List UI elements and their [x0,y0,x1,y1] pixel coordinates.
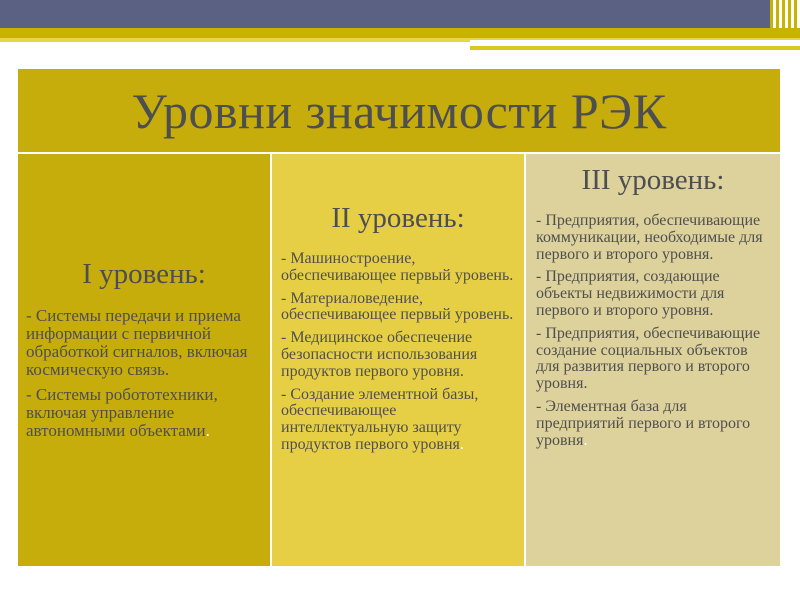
trailing-mark: . [459,435,464,453]
level-3-item: - Предприятия, обеспечивающие коммуникации, необходимые для первого и второго уровня. [536,212,763,263]
level-3-column [526,154,780,566]
level-2-item: - Материаловедение, обеспечивающее первый уровень. [281,289,514,324]
level-3-item: - Предприятия, создающие объекты недвижимости для первого и второго уровня. [536,268,725,319]
banner-white-stripe-short [640,50,800,56]
banner-navy-band [0,0,770,28]
slide-title: Уровни значимости РЭК [131,82,667,139]
banner-striped-corner [770,0,800,28]
levels-table [18,69,780,566]
level-2-heading: II уровень: [331,202,465,234]
level-1-item: - Системы робототехники, включая управление автономными объектами. [26,385,218,440]
level-3-heading: III уровень: [581,164,725,196]
table-header [18,69,780,152]
trailing-mark: . [205,421,210,440]
decorative-banner [0,0,800,62]
level-2-item: - Машиностроение, обеспечивающее первый уровень. [281,250,514,284]
level-2-item: - Медицинское обеспечение безопасности использования продуктов первого уровня. [281,329,478,380]
level-1-column [18,154,270,566]
banner-gold-band [0,28,800,38]
level-1-heading: I уровень: [82,258,206,290]
level-2-item: - Создание элементной базы, обеспечивающее интеллектуальную защиту продуктов первого уровня. [281,385,479,453]
trailing-mark: . [583,431,588,449]
level-2-column [272,154,524,566]
level-3-item: - Элементная база для предприятий первого и второго уровня. [536,397,751,449]
level-3-item: - Предприятия, обеспечивающие создание социальных объектов для развития первого и второго уровня. [536,324,761,393]
level-1-item: - Системы передачи и приема информации с первичной обработкой сигналов, включая космическую связь. [26,306,248,379]
